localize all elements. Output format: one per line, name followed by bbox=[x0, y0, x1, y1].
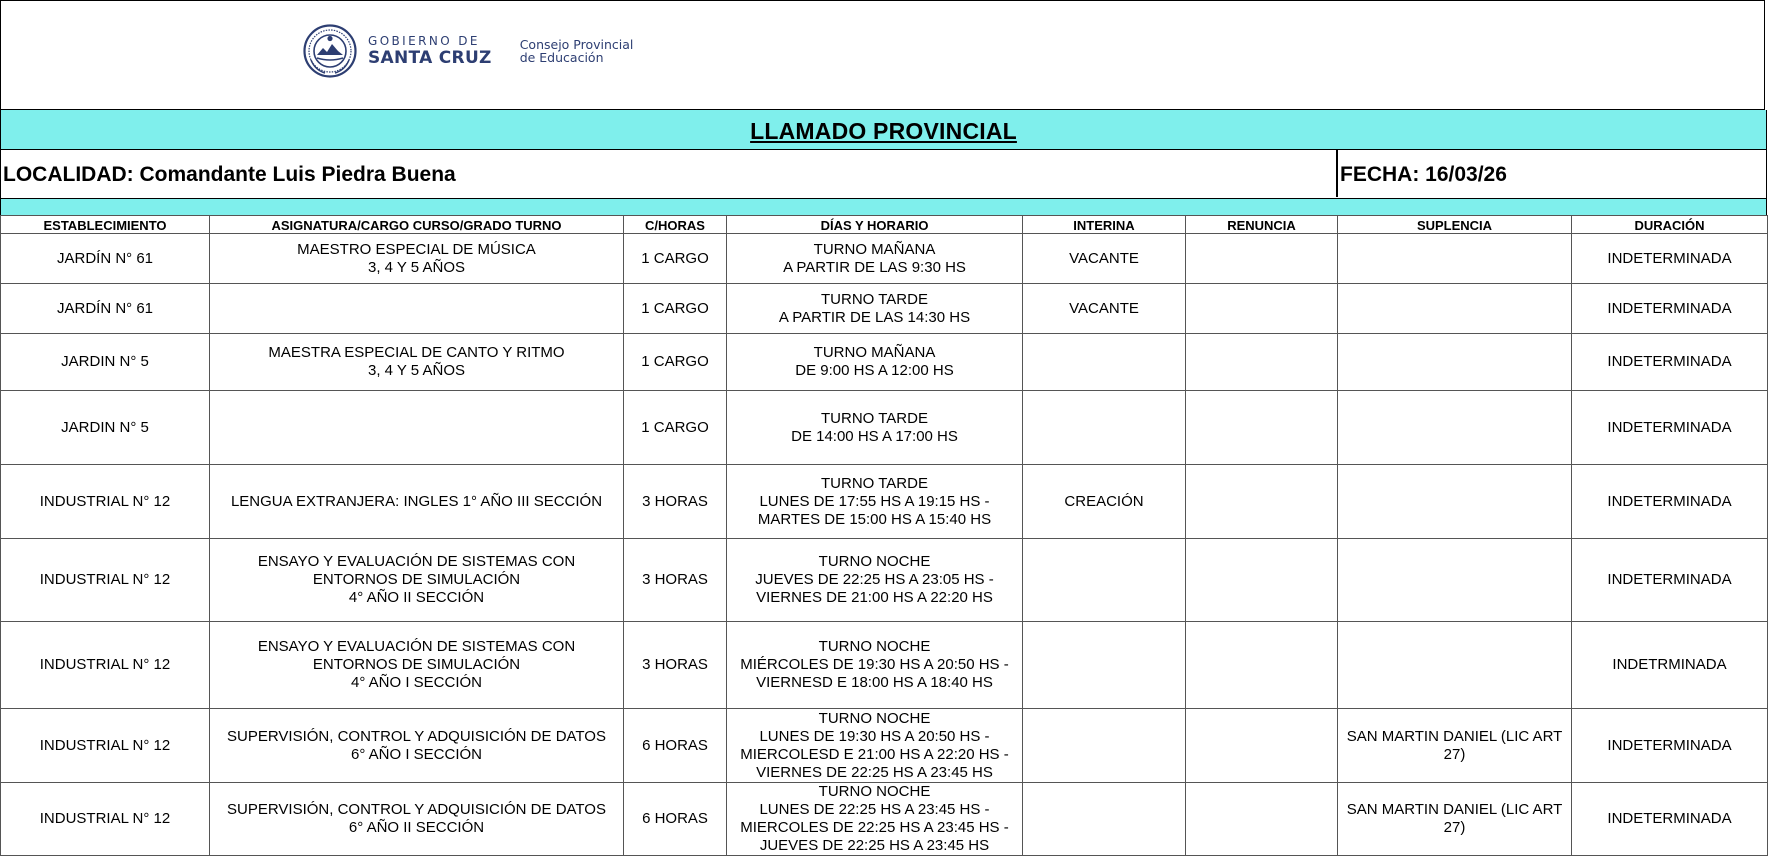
spacer-band bbox=[0, 199, 1767, 215]
info-divider bbox=[1336, 150, 1338, 197]
cell-duracion: INDETERMINADA bbox=[1572, 234, 1768, 284]
table-row bbox=[1, 284, 1768, 334]
column-header-asignatura: ASIGNATURA/CARGO CURSO/GRADO TURNO bbox=[210, 216, 624, 234]
cell-horario: TURNO NOCHE MIÉRCOLES DE 19:30 HS A 20:50 HS - VIERNESD E 18:00 HS A 18:40 HS bbox=[727, 622, 1023, 709]
cell-duracion: INDETRMINADA bbox=[1572, 622, 1768, 709]
cell-renuncia bbox=[1186, 709, 1338, 783]
cell-duracion: INDETERMINADA bbox=[1572, 539, 1768, 622]
government-logo bbox=[303, 24, 633, 78]
table-body bbox=[1, 234, 1768, 856]
cell-asignatura: SUPERVISIÓN, CONTROL Y ADQUISICIÓN DE DATOS 6° AÑO I SECCIÓN bbox=[210, 709, 624, 783]
cell-horas: 6 HORAS bbox=[624, 783, 727, 856]
column-header-interina: INTERINA bbox=[1023, 216, 1186, 234]
column-header-horario: DÍAS Y HORARIO bbox=[727, 216, 1023, 234]
cell-suplencia bbox=[1338, 465, 1572, 539]
cell-suplencia: SAN MARTIN DANIEL (LIC ART 27) bbox=[1338, 709, 1572, 783]
cell-asignatura: ENSAYO Y EVALUACIÓN DE SISTEMAS CON ENTORNOS DE SIMULACIÓN 4° AÑO II SECCIÓN bbox=[210, 539, 624, 622]
table-row bbox=[1, 334, 1768, 391]
government-wordmark bbox=[368, 35, 492, 67]
cell-asignatura bbox=[210, 391, 624, 465]
cell-horas: 1 CARGO bbox=[624, 234, 727, 284]
vacancy-table bbox=[0, 215, 1768, 856]
page-title: LLAMADO PROVINCIAL bbox=[750, 118, 1017, 144]
info-row bbox=[0, 149, 1767, 199]
cell-horario: TURNO TARDE LUNES DE 17:55 HS A 19:15 HS - MARTES DE 15:00 HS A 15:40 HS bbox=[727, 465, 1023, 539]
column-header-duracion: DURACIÓN bbox=[1572, 216, 1768, 234]
cell-horas: 3 HORAS bbox=[624, 539, 727, 622]
cell-suplencia: SAN MARTIN DANIEL (LIC ART 27) bbox=[1338, 783, 1572, 856]
cell-asignatura: LENGUA EXTRANJERA: INGLES 1° AÑO III SECCIÓN bbox=[210, 465, 624, 539]
table-row bbox=[1, 622, 1768, 709]
cell-renuncia bbox=[1186, 391, 1338, 465]
table-row bbox=[1, 234, 1768, 284]
provincial-seal-icon bbox=[303, 24, 357, 78]
cell-horario: TURNO NOCHE LUNES DE 19:30 HS A 20:50 HS - MIERCOLESD E 21:00 HS A 22:20 HS - VIERNES DE 22:25 HS A 23:45 HS bbox=[727, 709, 1023, 783]
letterhead bbox=[0, 0, 1765, 110]
cell-suplencia bbox=[1338, 234, 1572, 284]
cell-horario: TURNO NOCHE LUNES DE 22:25 HS A 23:45 HS - MIERCOLES DE 22:25 HS A 23:45 HS - JUEVES DE 22:25 HS A 23:45 HS bbox=[727, 783, 1023, 856]
cell-asignatura bbox=[210, 284, 624, 334]
table-row bbox=[1, 391, 1768, 465]
cell-renuncia bbox=[1186, 465, 1338, 539]
cell-asignatura: MAESTRA ESPECIAL DE CANTO Y RITMO 3, 4 Y 5 AÑOS bbox=[210, 334, 624, 391]
cpe-line2: de Educación bbox=[519, 50, 604, 65]
gov-line2: SANTA CRUZ bbox=[368, 48, 492, 68]
cell-suplencia bbox=[1338, 334, 1572, 391]
cell-interina: VACANTE bbox=[1023, 284, 1186, 334]
cell-horario: TURNO TARDE A PARTIR DE LAS 14:30 HS bbox=[727, 284, 1023, 334]
cell-horas: 6 HORAS bbox=[624, 709, 727, 783]
gov-line1: GOBIERNO DE bbox=[368, 34, 480, 48]
column-header-renuncia: RENUNCIA bbox=[1186, 216, 1338, 234]
cell-horario: TURNO NOCHE JUEVES DE 22:25 HS A 23:05 HS - VIERNES DE 21:00 HS A 22:20 HS bbox=[727, 539, 1023, 622]
cell-horas: 3 HORAS bbox=[624, 465, 727, 539]
cell-establecimiento: INDUSTRIAL N° 12 bbox=[1, 539, 210, 622]
fecha-label: FECHA: 16/03/26 bbox=[1340, 163, 1507, 186]
cell-horario: TURNO TARDE DE 14:00 HS A 17:00 HS bbox=[727, 391, 1023, 465]
cell-renuncia bbox=[1186, 783, 1338, 856]
cell-interina bbox=[1023, 622, 1186, 709]
cell-interina bbox=[1023, 539, 1186, 622]
table-row bbox=[1, 709, 1768, 783]
cell-suplencia bbox=[1338, 391, 1572, 465]
cell-horas: 1 CARGO bbox=[624, 391, 727, 465]
cell-establecimiento: INDUSTRIAL N° 12 bbox=[1, 622, 210, 709]
council-wordmark bbox=[520, 38, 634, 64]
cell-duracion: INDETERMINADA bbox=[1572, 465, 1768, 539]
cell-horas: 1 CARGO bbox=[624, 284, 727, 334]
cell-horario: TURNO MAÑANA DE 9:00 HS A 12:00 HS bbox=[727, 334, 1023, 391]
cell-interina bbox=[1023, 334, 1186, 391]
cell-interina bbox=[1023, 783, 1186, 856]
cell-interina: VACANTE bbox=[1023, 234, 1186, 284]
cell-establecimiento: INDUSTRIAL N° 12 bbox=[1, 709, 210, 783]
cell-duracion: INDETERMINADA bbox=[1572, 284, 1768, 334]
cell-duracion: INDETERMINADA bbox=[1572, 334, 1768, 391]
cell-suplencia bbox=[1338, 539, 1572, 622]
column-header-horas: C/HORAS bbox=[624, 216, 727, 234]
table-row bbox=[1, 539, 1768, 622]
cell-duracion: INDETERMINADA bbox=[1572, 709, 1768, 783]
title-band bbox=[0, 110, 1767, 149]
table-row bbox=[1, 465, 1768, 539]
cell-asignatura: ENSAYO Y EVALUACIÓN DE SISTEMAS CON ENTORNOS DE SIMULACIÓN 4° AÑO I SECCIÓN bbox=[210, 622, 624, 709]
cell-establecimiento: JARDÍN N° 61 bbox=[1, 234, 210, 284]
cell-establecimiento: JARDÍN N° 61 bbox=[1, 284, 210, 334]
cell-establecimiento: JARDIN N° 5 bbox=[1, 334, 210, 391]
cell-horas: 3 HORAS bbox=[624, 622, 727, 709]
cell-suplencia bbox=[1338, 284, 1572, 334]
cell-establecimiento: INDUSTRIAL N° 12 bbox=[1, 783, 210, 856]
cell-establecimiento: JARDIN N° 5 bbox=[1, 391, 210, 465]
cell-renuncia bbox=[1186, 284, 1338, 334]
cell-renuncia bbox=[1186, 334, 1338, 391]
cell-duracion: INDETERMINADA bbox=[1572, 783, 1768, 856]
cell-interina: CREACIÓN bbox=[1023, 465, 1186, 539]
cell-asignatura: MAESTRO ESPECIAL DE MÚSICA 3, 4 Y 5 AÑOS bbox=[210, 234, 624, 284]
cpe-line1: Consejo Provincial bbox=[519, 37, 634, 52]
cell-interina bbox=[1023, 709, 1186, 783]
cell-suplencia bbox=[1338, 622, 1572, 709]
cell-duracion: INDETERMINADA bbox=[1572, 391, 1768, 465]
cell-renuncia bbox=[1186, 234, 1338, 284]
localidad-label: LOCALIDAD: Comandante Luis Piedra Buena bbox=[3, 163, 456, 186]
cell-establecimiento: INDUSTRIAL N° 12 bbox=[1, 465, 210, 539]
cell-renuncia bbox=[1186, 539, 1338, 622]
cell-interina bbox=[1023, 391, 1186, 465]
cell-asignatura: SUPERVISIÓN, CONTROL Y ADQUISICIÓN DE DATOS 6° AÑO II SECCIÓN bbox=[210, 783, 624, 856]
column-header-suplencia: SUPLENCIA bbox=[1338, 216, 1572, 234]
cell-horario: TURNO MAÑANA A PARTIR DE LAS 9:30 HS bbox=[727, 234, 1023, 284]
table-row bbox=[1, 783, 1768, 856]
column-header-establecimiento: ESTABLECIMIENTO bbox=[1, 216, 210, 234]
cell-horas: 1 CARGO bbox=[624, 334, 727, 391]
cell-renuncia bbox=[1186, 622, 1338, 709]
table-header-row bbox=[1, 216, 1768, 234]
